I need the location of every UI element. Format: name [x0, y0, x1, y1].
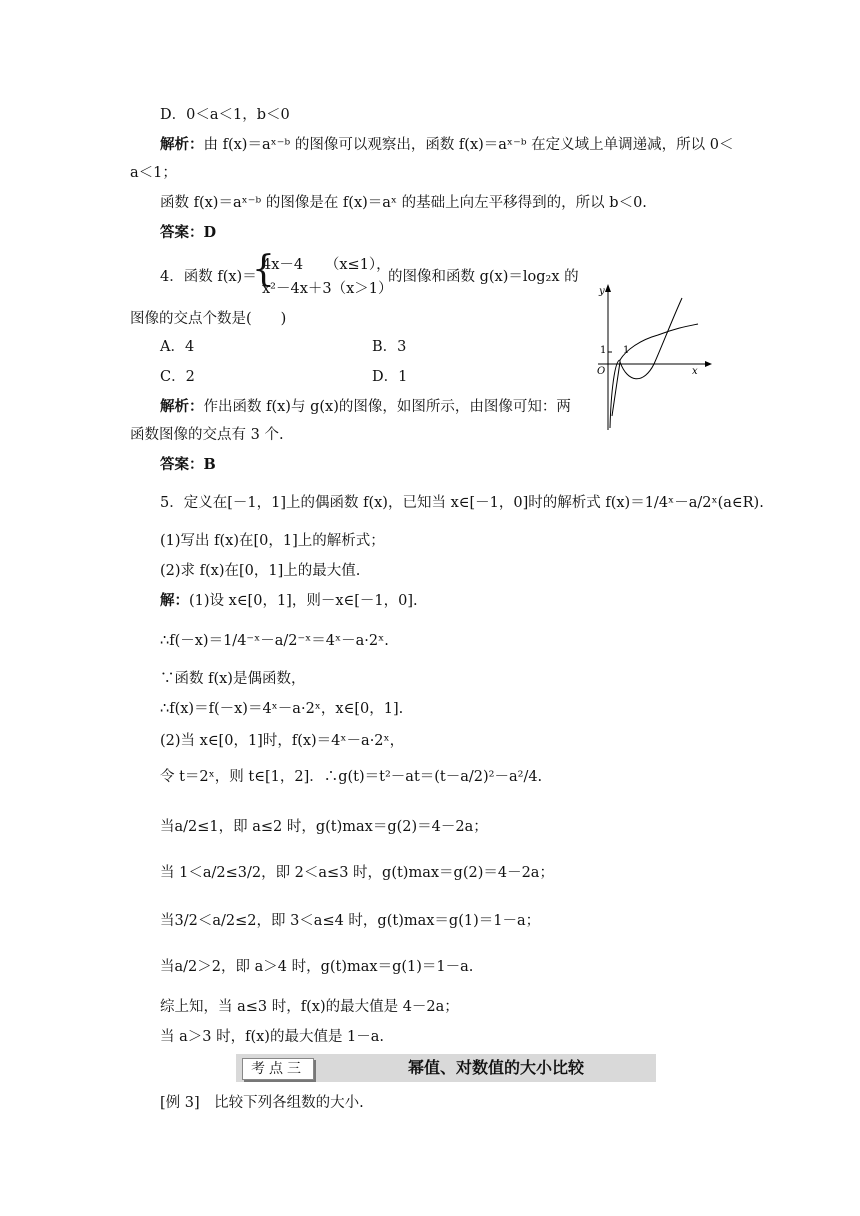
- case-line: 当3/2＜a/2≤2，即 3＜a≤4 时，g(t)max＝g(1)＝1－a；: [160, 913, 541, 929]
- answer-line: 答案：B: [160, 456, 216, 473]
- q5-part-1: (1)写出 f(x)在[0，1]上的解析式；: [160, 533, 385, 549]
- option-d: D．1: [372, 369, 408, 385]
- case-line: 当a/2≤1，即 a≤2 时，g(t)max＝g(2)＝4－2a；: [160, 819, 488, 835]
- option-d-line: D．0＜a＜1，b＜0: [160, 107, 290, 123]
- piecewise-case-2: x²－4x＋3（x＞1）: [262, 281, 393, 297]
- q4-stem-line-2: 图像的交点个数是( ): [130, 311, 287, 327]
- q5-part-2: (2)求 f(x)在[0，1]上的最大值.: [160, 563, 361, 579]
- solution-step: (2)当 x∈[0，1]时，f(x)＝4ˣ－a·2ˣ，: [160, 733, 405, 749]
- conclusion-line: 综上知，当 a≤3 时，f(x)的最大值是 4－2a；: [160, 999, 459, 1015]
- case-line: 当a/2＞2，即 a＞4 时，g(t)max＝g(1)＝1－a.: [160, 959, 474, 975]
- option-b: B．3: [372, 339, 407, 355]
- q5-stem: 5．定义在[－1，1]上的偶函数 f(x)，已知当 x∈[－1，0]时的解析式 f(x)＝1/4ˣ－a/2ˣ(a∈R).: [160, 495, 764, 511]
- example-3-line: [例 3] 比较下列各组数的大小.: [160, 1095, 364, 1111]
- section-tag: 考点三: [242, 1058, 314, 1080]
- option-c: C．2: [160, 369, 195, 385]
- solution-text: (1)设 x∈[0，1]，则－x∈[－1，0].: [189, 593, 418, 609]
- y-axis-arrow-icon: [605, 284, 611, 292]
- case-line: 当 1＜a/2≤3/2，即 2＜a≤3 时，g(t)max＝g(2)＝4－2a；: [160, 865, 554, 881]
- solution-step: 令 t＝2ˣ，则 t∈[1，2]．∴g(t)＝t²－at＝(t－a/2)²－a²/4.: [160, 769, 543, 785]
- x-axis-arrow-icon: [705, 361, 712, 367]
- analysis-label: 解析：: [160, 136, 204, 153]
- curve-log2x: [610, 324, 698, 428]
- section-banner: [236, 1054, 656, 1082]
- y-label: y: [599, 286, 605, 297]
- analysis-text: 作出函数 f(x)与 g(x)的图像，如图所示，由图像可知：两: [203, 399, 571, 415]
- solution-step: ∴f(－x)＝1/4⁻ˣ－a/2⁻ˣ＝4ˣ－a·2ˣ.: [160, 633, 389, 649]
- analysis-line-2: 函数 f(x)＝aˣ⁻ᵇ 的图像是在 f(x)＝aˣ 的基础上向左平移得到的，所以 b＜0.: [160, 195, 647, 211]
- section-title: 幂值、对数值的大小比较: [407, 1058, 584, 1077]
- curve-linear-piece: [612, 362, 620, 416]
- origin-label: O: [597, 366, 606, 377]
- analysis-line: [160, 398, 571, 416]
- analysis-line: [160, 136, 733, 154]
- answer-line: 答案：D: [160, 224, 217, 241]
- piecewise-brace: {: [252, 249, 275, 290]
- solution-label: 解：: [160, 592, 189, 609]
- function-graph: [588, 280, 720, 432]
- x-label: x: [692, 366, 698, 377]
- solution-step: ∴f(x)＝f(－x)＝4ˣ－a·2ˣ，x∈[0，1].: [160, 701, 404, 717]
- analysis-text: 由 f(x)＝aˣ⁻ᵇ 的图像可以观察出，函数 f(x)＝aˣ⁻ᵇ 在定义域上单调递减，所以 0＜: [203, 137, 734, 153]
- q4-stem-start: 4．函数 f(x)＝: [160, 269, 257, 285]
- curve-quadratic-piece: [620, 298, 682, 379]
- piecewise-case-1: 4x－4 （x≤1），: [262, 257, 391, 273]
- tick-x-label: 1: [623, 345, 630, 356]
- tick-y-label: 1: [600, 345, 607, 356]
- q4-stem-end: 的图像和函数 g(x)＝log₂x 的: [388, 269, 579, 285]
- solution-step: ∵函数 f(x)是偶函数，: [160, 671, 306, 687]
- analysis-line-cont: a＜1；: [130, 165, 177, 181]
- analysis-line-cont: 函数图像的交点有 3 个.: [130, 427, 284, 443]
- solution-line: [160, 592, 418, 610]
- analysis-label: 解析：: [160, 398, 204, 415]
- conclusion-line: 当 a＞3 时，f(x)的最大值是 1－a.: [160, 1029, 385, 1045]
- option-a: A．4: [160, 339, 195, 355]
